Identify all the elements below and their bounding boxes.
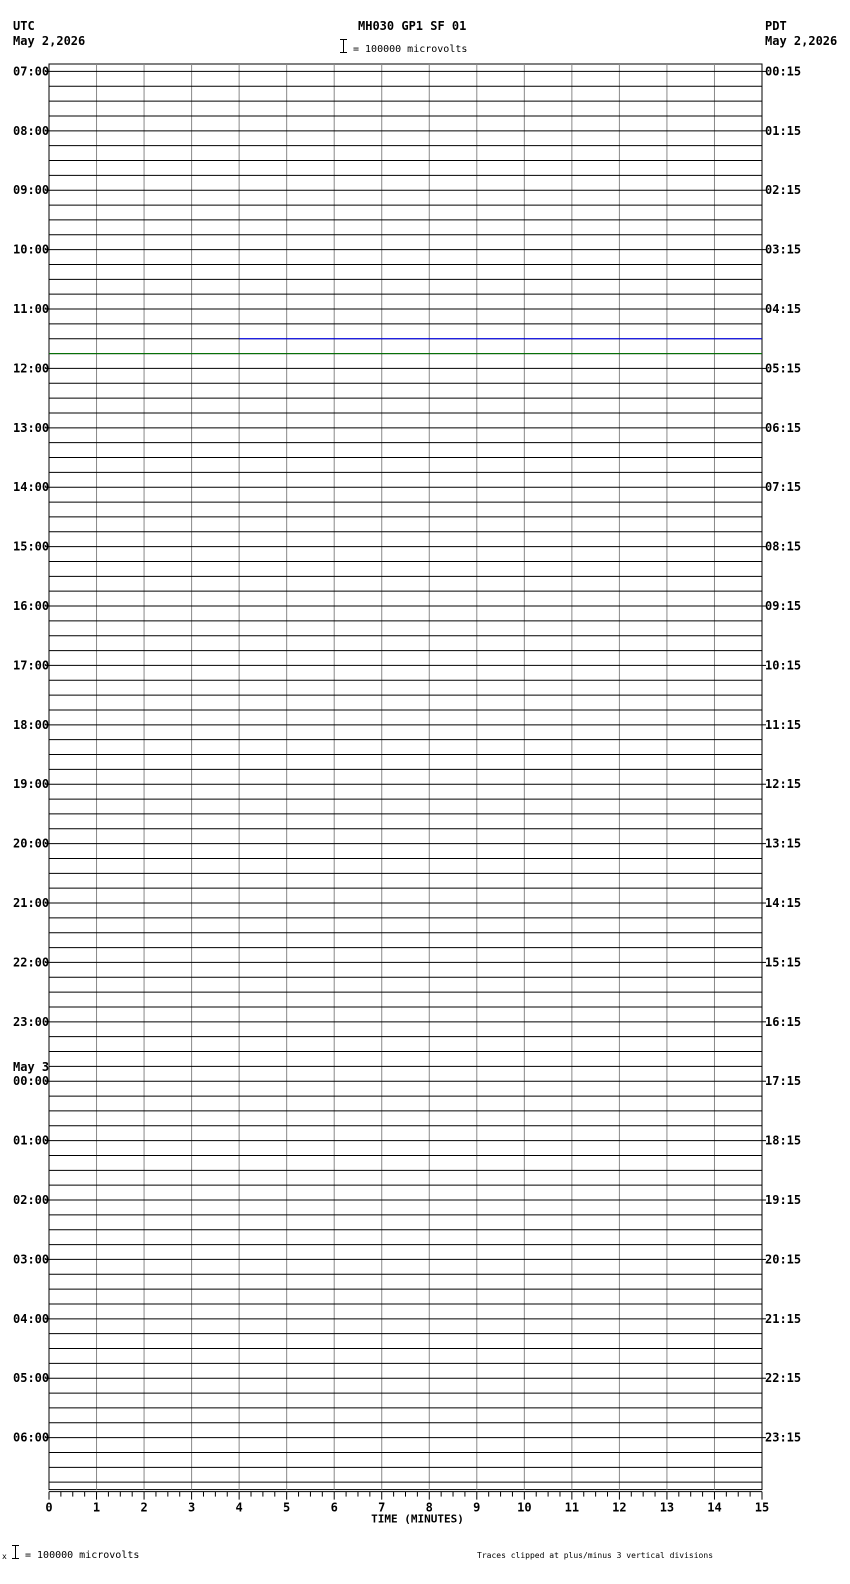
utc-hour-label: 13:00 [13,420,50,435]
utc-hour-label: 00:00 [13,1074,50,1089]
pdt-hour-label: 03:15 [765,242,802,257]
pdt-hour-label: 23:15 [765,1430,802,1445]
pdt-hour-label: 14:15 [765,896,802,911]
x-tick-label: 14 [707,1500,722,1515]
x-tick-label: 6 [330,1500,338,1515]
x-tick-label: 5 [283,1500,291,1515]
utc-hour-label: 14:00 [13,480,50,495]
x-tick-label: 8 [425,1500,433,1515]
pdt-hour-label: 05:15 [765,361,802,376]
utc-hour-label: 04:00 [13,1311,50,1326]
pdt-label: PDT [765,19,787,33]
x-tick-label: 12 [612,1500,627,1515]
pdt-hour-label: 17:15 [765,1074,802,1089]
x-tick-label: 15 [754,1500,770,1515]
pdt-hour-label: 04:15 [765,302,802,317]
pdt-hour-label: 13:15 [765,836,802,851]
x-tick-label: 11 [564,1500,580,1515]
utc-hour-label: 19:00 [13,777,50,792]
pdt-hour-label: 18:15 [765,1133,802,1148]
pdt-hour-label: 00:15 [765,64,802,79]
utc-hour-label: 12:00 [13,361,50,376]
utc-hour-label: 01:00 [13,1133,50,1148]
utc-hour-label: 20:00 [13,836,50,851]
pdt-hour-label: 10:15 [765,658,802,673]
plot-frame [49,64,762,1490]
x-tick-label: 1 [92,1500,101,1515]
x-tick-label: 9 [473,1500,481,1515]
clip-note: Traces clipped at plus/minus 3 vertical divisions [477,1551,714,1560]
utc-hour-label: 18:00 [13,717,50,732]
date-change-label: May 3 [13,1060,50,1075]
utc-hour-label: 03:00 [13,1252,50,1267]
pdt-hour-label: 07:15 [765,480,802,495]
pdt-hour-label: 08:15 [765,539,802,554]
utc-hour-label: 07:00 [13,64,50,79]
x-tick-label: 2 [140,1500,148,1515]
utc-hour-label: 17:00 [13,658,50,673]
footer-scale-text: = 100000 microvolts [25,1550,140,1561]
pdt-hour-label: 06:15 [765,420,802,435]
pdt-hour-label: 11:15 [765,717,802,732]
utc-hour-label: 08:00 [13,123,50,138]
pdt-hour-label: 12:15 [765,777,802,792]
utc-hour-label: 21:00 [13,896,50,911]
utc-hour-label: 23:00 [13,1014,50,1029]
pdt-hour-label: 09:15 [765,599,802,614]
pdt-hour-label: 20:15 [765,1252,802,1267]
utc-hour-label: 11:00 [13,302,50,317]
corner-mark: x [2,1552,7,1561]
footer-scale-bar-icon [15,1545,16,1559]
utc-hour-label: 06:00 [13,1430,50,1445]
utc-label: UTC [13,19,35,33]
x-tick-label: 13 [659,1500,675,1515]
utc-hour-label: 16:00 [13,599,50,614]
chart-title: MH030 GP1 SF 01 [358,19,467,33]
x-tick-label: 7 [378,1500,386,1515]
utc-hour-label: 10:00 [13,242,50,257]
x-tick-label: 0 [45,1500,53,1515]
utc-hour-label: 15:00 [13,539,50,554]
pdt-hour-label: 21:15 [765,1311,802,1326]
x-tick-label: 10 [517,1500,532,1515]
utc-date: May 2,2026 [13,34,86,48]
utc-hour-label: 02:00 [13,1193,50,1208]
pdt-hour-label: 19:15 [765,1193,802,1208]
scale-text: = 100000 microvolts [353,44,468,55]
pdt-hour-label: 01:15 [765,123,802,138]
x-axis-label: TIME (MINUTES) [371,1512,464,1526]
pdt-hour-label: 02:15 [765,183,802,198]
x-tick-label: 3 [187,1500,196,1515]
pdt-date: May 2,2026 [765,34,838,48]
pdt-hour-label: 16:15 [765,1014,802,1029]
pdt-hour-label: 22:15 [765,1371,802,1386]
utc-hour-label: 22:00 [13,955,50,970]
pdt-hour-label: 15:15 [765,955,802,970]
utc-hour-label: 09:00 [13,183,50,198]
x-tick-label: 4 [235,1500,243,1515]
utc-hour-label: 05:00 [13,1371,50,1386]
